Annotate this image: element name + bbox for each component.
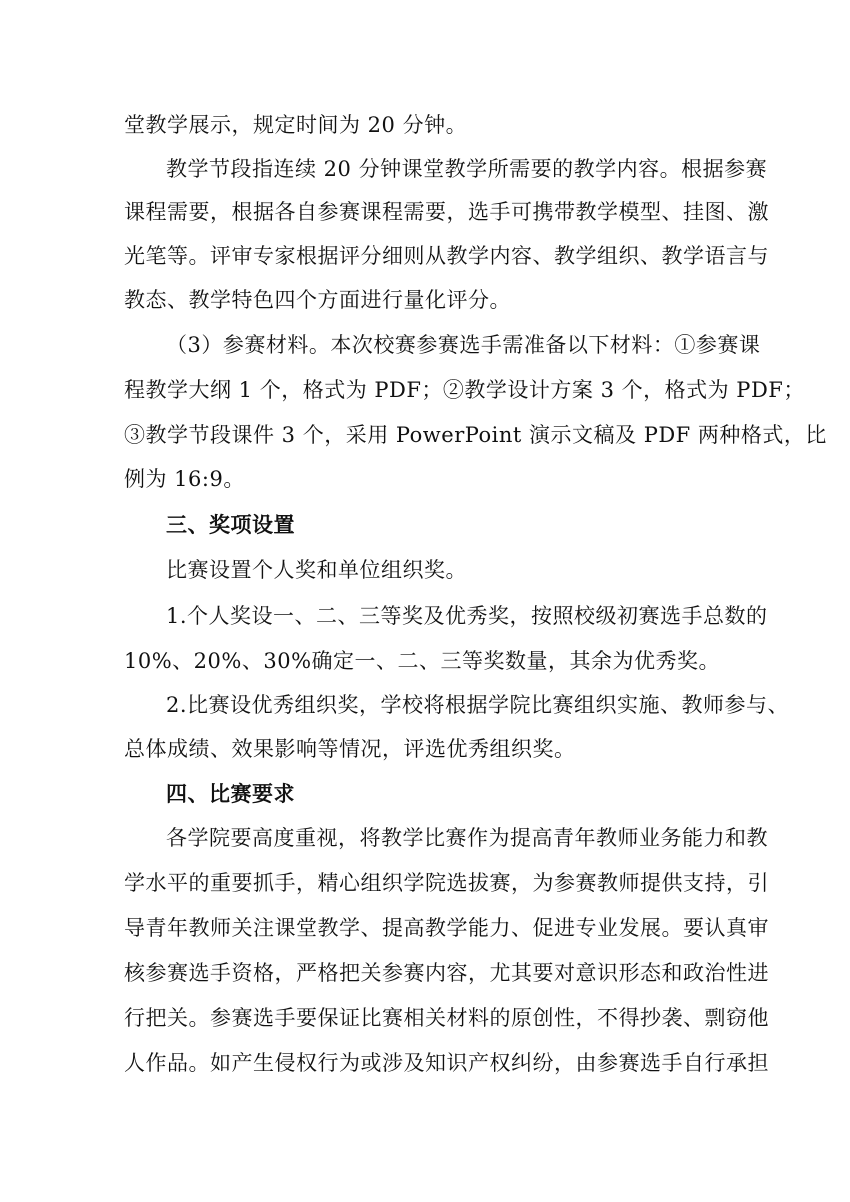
text-line: 人作品。如产生侵权行为或涉及知识产权纠纷，由参赛选手自行承担 (124, 1051, 769, 1075)
text-line: （3）参赛材料。本次校赛参赛选手需准备以下材料：①参赛课 (166, 333, 761, 357)
text-line: 课程需要，根据各自参赛课程需要，选手可携带教学模型、挂图、激 (124, 200, 769, 224)
text-line: 2.比赛设优秀组织奖，学校将根据学院比赛组织实施、教师参与、 (166, 693, 790, 717)
text-line: 比赛设置个人奖和单位组织奖。 (166, 558, 467, 582)
text-line: 导青年教师关注课堂教学、提高教学能力、促进专业发展。要认真审 (124, 916, 769, 940)
text-line: ③教学节段课件 3 个，采用 PowerPoint 演示文稿及 PDF 两种格式，比 (124, 423, 827, 447)
text-line: 核参赛选手资格，严格把关参赛内容，尤其要对意识形态和政治性进 (124, 961, 769, 985)
text-line: 光笔等。评审专家根据评分细则从教学内容、教学组织、教学语言与 (124, 244, 769, 268)
text-line: 各学院要高度重视，将教学比赛作为提高青年教师业务能力和教 (166, 826, 768, 850)
text-line: 程教学大纲 1 个，格式为 PDF；②教学设计方案 3 个，格式为 PDF； (124, 378, 805, 402)
text-line: 1.个人奖设一、二、三等奖及优秀奖，按照校级初赛选手总数的 (166, 604, 768, 628)
section-heading-requirements: 四、比赛要求 (166, 781, 295, 806)
text-line: 行把关。参赛选手要保证比赛相关材料的原创性，不得抄袭、剽窃他 (124, 1006, 769, 1030)
text-line: 例为 16:9。 (124, 467, 245, 491)
section-heading-awards: 三、奖项设置 (166, 512, 295, 537)
text-line: 10%、20%、30%确定一、二、三等奖数量，其余为优秀奖。 (124, 649, 721, 673)
text-line: 教态、教学特色四个方面进行量化评分。 (124, 288, 511, 312)
text-line: 教学节段指连续 20 分钟课堂教学所需要的教学内容。根据参赛 (166, 157, 768, 181)
text-line: 学水平的重要抓手，精心组织学院选拔赛，为参赛教师提供支持，引 (124, 871, 769, 895)
text-line: 总体成绩、效果影响等情况，评选优秀组织奖。 (124, 737, 576, 761)
text-line: 堂教学展示，规定时间为 20 分钟。 (124, 113, 468, 137)
